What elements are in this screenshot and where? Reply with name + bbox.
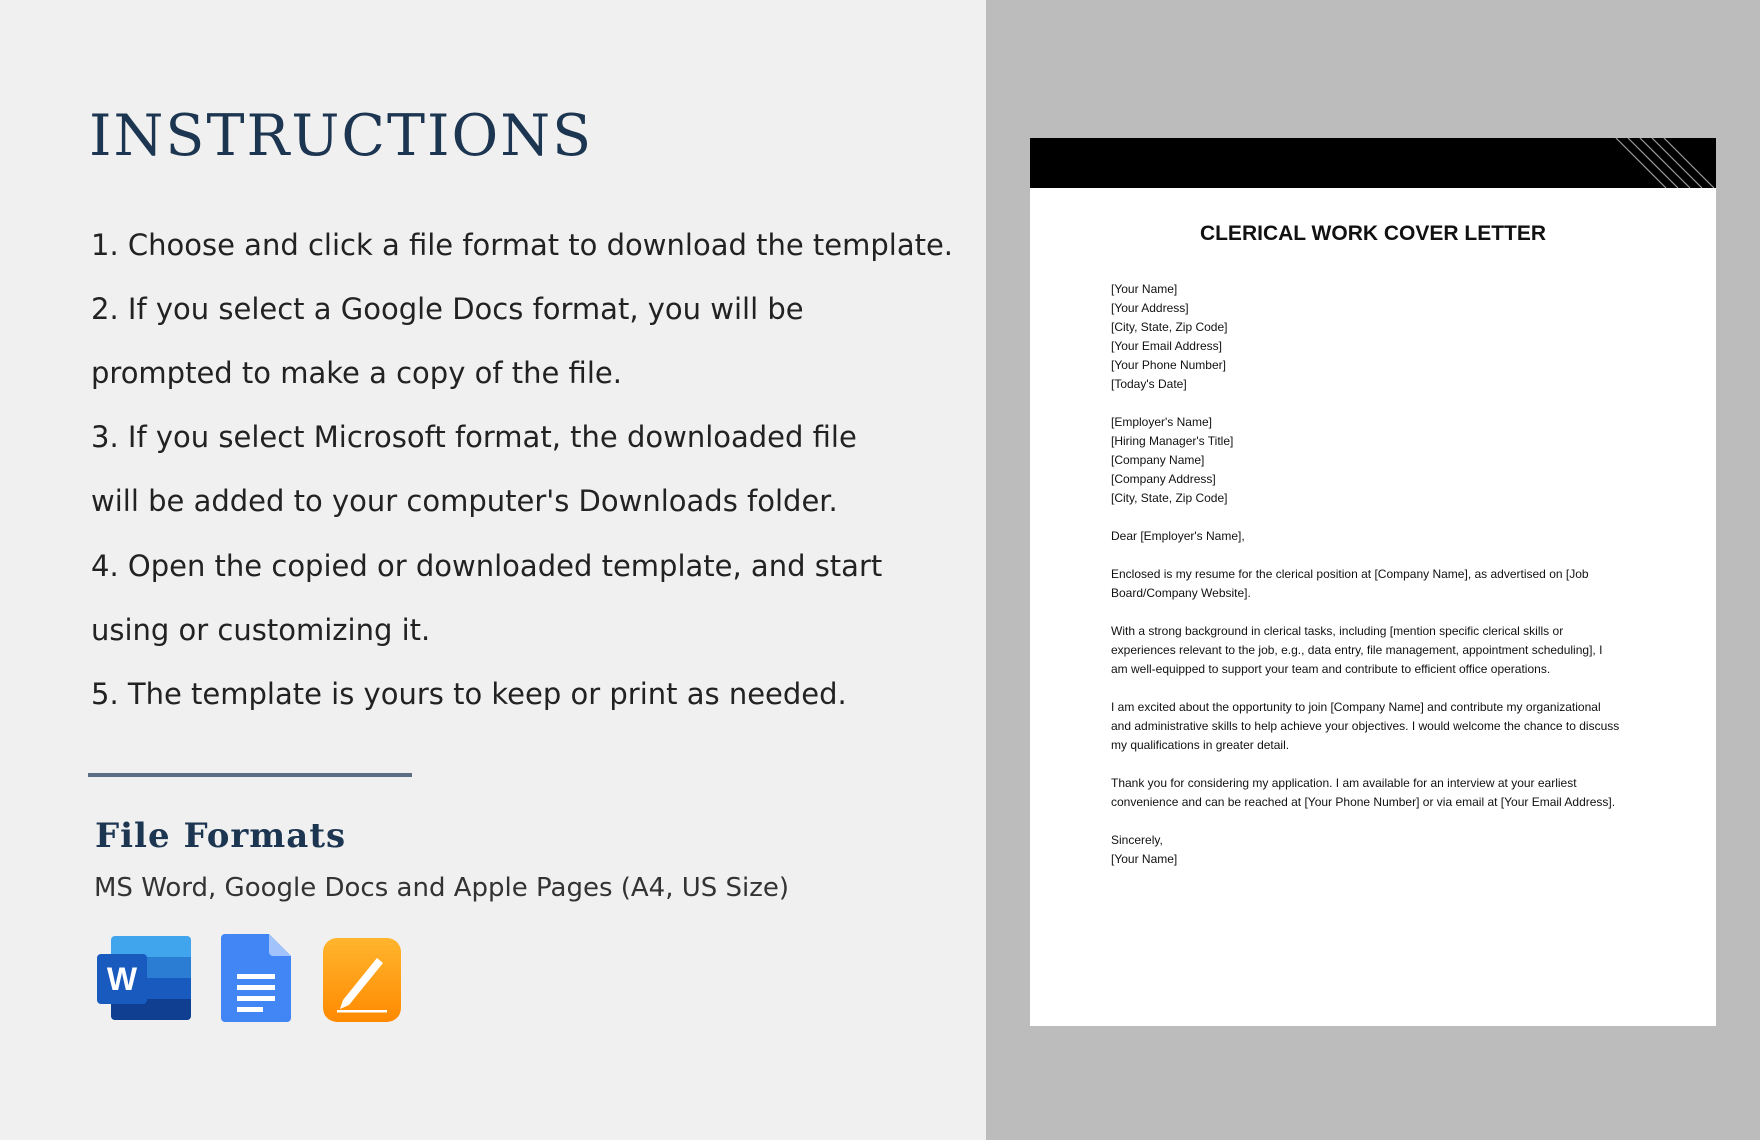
paragraph-line: Enclosed is my resume for the clerical position at [Company Name], as advertised on [Job [1111,567,1589,581]
recipient-line: [Employer's Name] [1111,415,1212,429]
svg-text:W: W [106,961,138,997]
sender-address-block [1111,280,1651,394]
document-body [1111,280,1651,888]
recipient-line: [Company Address] [1111,472,1216,486]
closing-line: Sincerely, [1111,833,1163,847]
instruction-line: 3. If you select Microsoft format, the downloaded file [91,420,857,454]
instructions-heading: INSTRUCTIONS [89,103,594,169]
document-title: CLERICAL WORK COVER LETTER [1199,222,1547,245]
paragraph-line: I am excited about the opportunity to join [Company Name] and contribute my organizational [1111,700,1601,714]
instruction-line: 1. Choose and click a file format to download the template. [91,228,954,262]
google-docs-icon[interactable] [221,934,291,1022]
recipient-line: [Hiring Manager's Title] [1111,434,1234,448]
paragraph-line: With a strong background in clerical tasks, including [mention specific clerical skills or [1111,624,1564,638]
recipient-line: [City, State, Zip Code] [1111,491,1228,505]
paragraph-line: Board/Company Website]. [1111,586,1251,600]
paragraph [1111,698,1651,755]
instruction-line: 4. Open the copied or downloaded template, and start [91,549,883,583]
paragraph [1111,565,1651,603]
word-icon[interactable] [97,934,191,1022]
instruction-line: prompted to make a copy of the file. [91,356,622,390]
recipient-line: [Company Name] [1111,453,1205,467]
paragraph [1111,622,1651,679]
file-formats-heading: File Formats [95,816,347,856]
document-header-bar [1030,138,1716,188]
closing-block [1111,831,1651,869]
instruction-line: 2. If you select a Google Docs format, you will be [91,292,804,326]
greeting-line: Dear [Employer's Name], [1111,529,1245,543]
paragraph-line: am well-equipped to support your team and contribute to efficient office operations. [1111,662,1551,676]
file-formats-description: MS Word, Google Docs and Apple Pages (A4, US Size) [94,873,790,903]
sender-line: [Your Email Address] [1111,339,1222,353]
closing-line: [Your Name] [1111,852,1178,866]
instruction-line: using or customizing it. [91,613,431,647]
diagonal-lines-decoration [1606,138,1716,188]
document-preview [1030,138,1716,1026]
paragraph-line: my qualifications in greater detail. [1111,738,1290,752]
sender-line: [City, State, Zip Code] [1111,320,1228,334]
sender-line: [Your Phone Number] [1111,358,1226,372]
paragraph-line: experiences relevant to the job, e.g., data entry, file management, appointment scheduling], I [1111,643,1603,657]
instruction-line: will be added to your computer's Downloads folder. [91,484,838,518]
sender-line: [Your Name] [1111,282,1178,296]
paragraph-line: convenience and can be reached at [Your Phone Number] or via email at [Your Email Address]. [1111,795,1616,809]
section-divider [88,773,412,777]
sender-line: [Your Address] [1111,301,1189,315]
recipient-address-block [1111,413,1651,508]
instruction-line: 5. The template is yours to keep or print as needed. [91,677,847,711]
paragraph-line: and administrative skills to help achieve your objectives. I would welcome the chance to discuss [1111,719,1620,733]
sender-line: [Today's Date] [1111,377,1187,391]
paragraph-line: Thank you for considering my application. I am available for an interview at your earliest [1111,776,1577,790]
paragraph [1111,774,1651,812]
apple-pages-icon[interactable] [323,938,401,1022]
greeting [1111,527,1651,546]
